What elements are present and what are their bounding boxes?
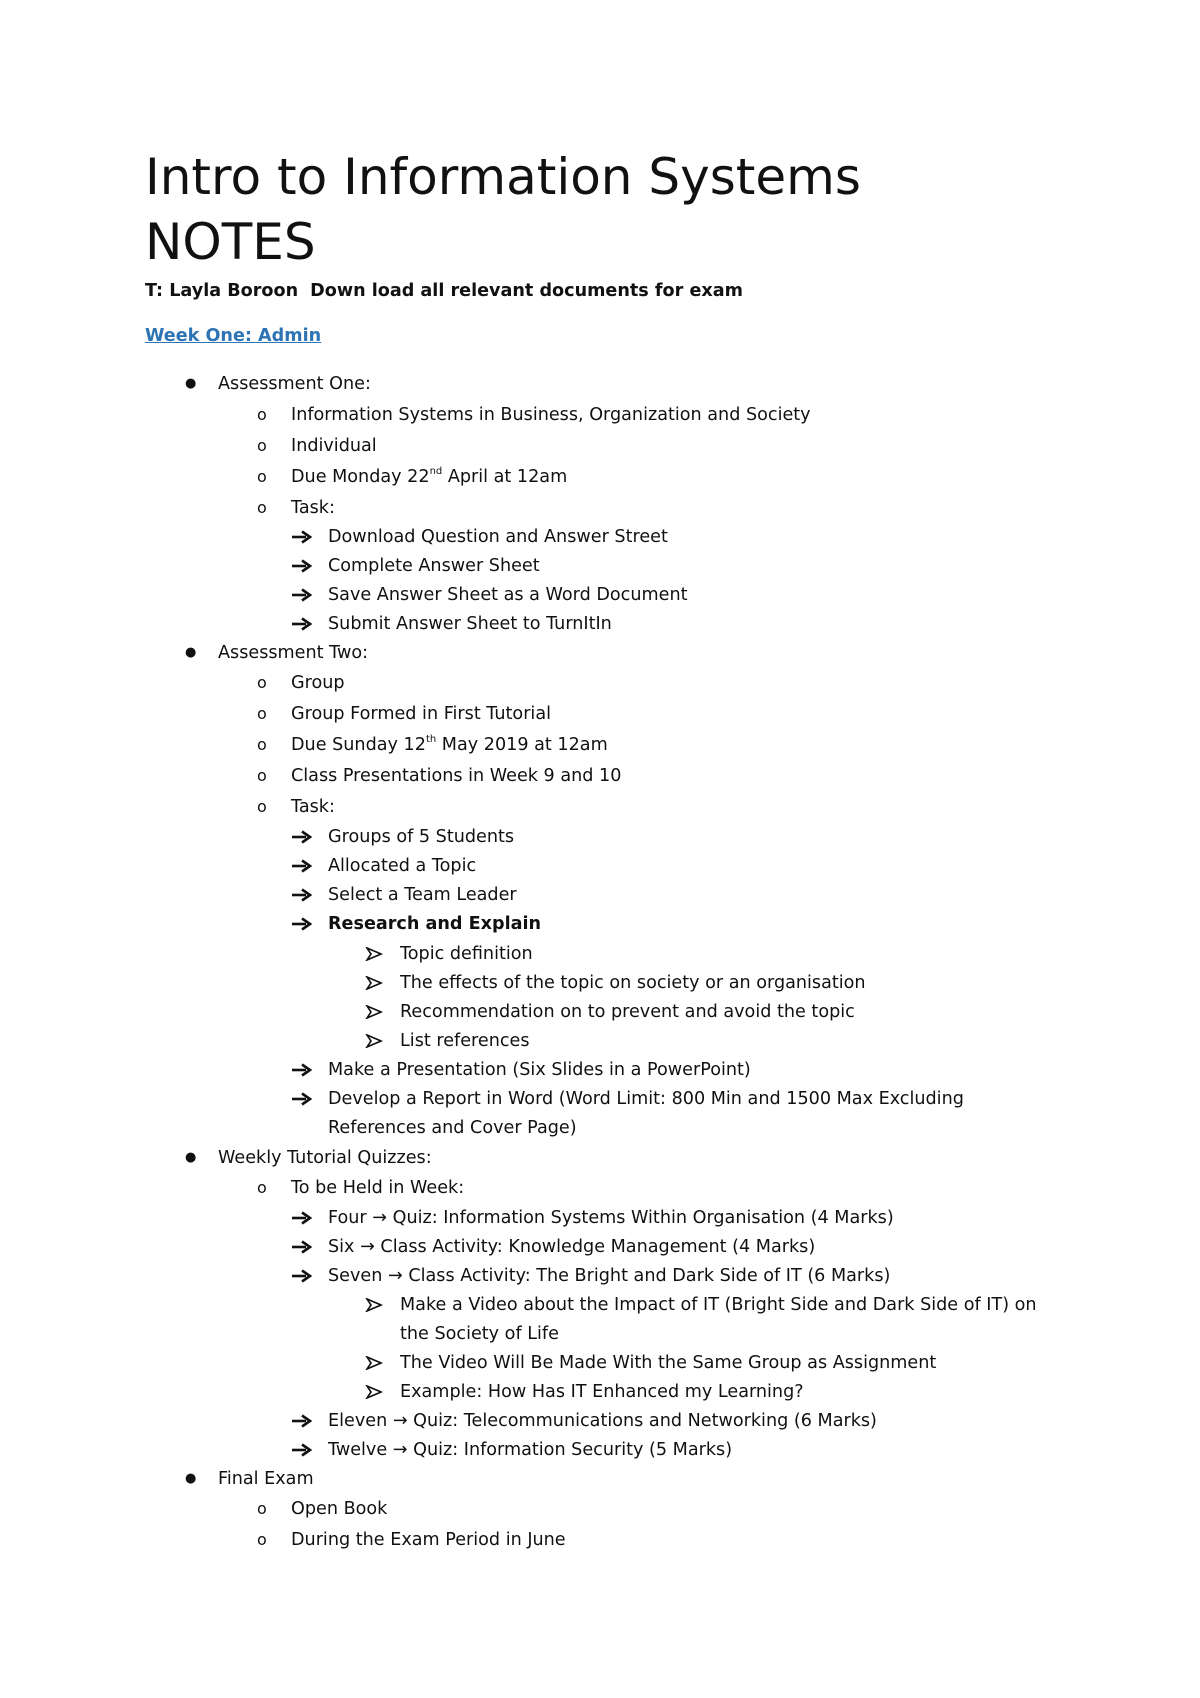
right-arrow-icon: [291, 582, 313, 602]
document-title-line1: Intro to Information Systems: [145, 148, 861, 206]
list-item: o Open Book: [0, 1496, 1200, 1522]
list-item: List references: [0, 1028, 1200, 1054]
inline-arrow-icon: →: [392, 1440, 408, 1460]
arrowhead-icon: [365, 941, 383, 961]
list-item: o Task:: [0, 495, 1200, 521]
list-item: ● Assessment Two:: [0, 640, 1200, 666]
arrowhead-icon: [365, 999, 383, 1019]
list-item: Topic definition: [0, 941, 1200, 967]
circle-bullet-icon: o: [257, 498, 267, 517]
right-arrow-icon: [291, 824, 313, 844]
document-title-line2: NOTES: [145, 213, 316, 271]
subtitle-line: [145, 281, 743, 301]
list-item: Develop a Report in Word (Word Limit: 800 Min and 1500 Max Excluding: [0, 1086, 1200, 1112]
bullet-icon: ●: [185, 645, 197, 660]
list-item: Groups of 5 Students: [0, 824, 1200, 850]
inline-arrow-icon: →: [372, 1208, 387, 1228]
arrowhead-icon: [365, 970, 383, 990]
list-item: ● Final Exam: [0, 1466, 1200, 1492]
right-arrow-icon: [291, 1234, 313, 1254]
list-item: Select a Team Leader: [0, 882, 1200, 908]
list-item: Download Question and Answer Street: [0, 524, 1200, 550]
list-item: Complete Answer Sheet: [0, 553, 1200, 579]
list-item: o To be Held in Week:: [0, 1175, 1200, 1201]
circle-bullet-icon: o: [257, 436, 267, 455]
list-item: o Class Presentations in Week 9 and 10: [0, 763, 1200, 789]
list-item: ● Assessment One:: [0, 371, 1200, 397]
circle-bullet-icon: o: [257, 766, 267, 785]
right-arrow-icon: [291, 1086, 313, 1106]
circle-bullet-icon: o: [257, 1178, 267, 1197]
right-arrow-icon: [291, 911, 313, 931]
list-item-continuation: the Society of Life: [400, 1324, 559, 1344]
list-item: Twelve → Quiz: Information Security (5 Marks): [0, 1437, 1200, 1463]
list-item: Four → Quiz: Information Systems Within Organisation (4 Marks): [0, 1205, 1200, 1231]
list-item: Save Answer Sheet as a Word Document: [0, 582, 1200, 608]
inline-arrow-icon: →: [387, 1266, 403, 1286]
bullet-icon: ●: [185, 1471, 197, 1486]
bullet-icon: ●: [185, 376, 197, 391]
right-arrow-icon: [291, 882, 313, 902]
teacher-name: T: Layla Boroon: [145, 281, 299, 301]
right-arrow-icon: [291, 1437, 313, 1457]
circle-bullet-icon: o: [257, 704, 267, 723]
list-item: Research and Explain: [0, 911, 1200, 937]
right-arrow-icon: [291, 524, 313, 544]
circle-bullet-icon: o: [257, 1499, 267, 1518]
arrowhead-icon: [365, 1028, 383, 1048]
list-item: Eleven → Quiz: Telecommunications and Networking (6 Marks): [0, 1408, 1200, 1434]
inline-arrow-icon: →: [360, 1237, 375, 1257]
inline-arrow-icon: →: [392, 1411, 408, 1431]
circle-bullet-icon: o: [257, 735, 267, 754]
arrowhead-icon: [365, 1379, 383, 1399]
arrowhead-icon: [365, 1292, 383, 1312]
right-arrow-icon: [291, 553, 313, 573]
list-item: o Information Systems in Business, Organization and Society: [0, 402, 1200, 428]
due-date: Due Sunday 12th May 2019 at 12am: [291, 734, 608, 755]
right-arrow-icon: [291, 1263, 313, 1283]
circle-bullet-icon: o: [257, 467, 267, 486]
exam-instruction: Down load all relevant documents for exam: [310, 281, 743, 301]
list-item: o Group: [0, 670, 1200, 696]
arrowhead-icon: [365, 1350, 383, 1370]
list-item: Seven → Class Activity: The Bright and Dark Side of IT (6 Marks): [0, 1263, 1200, 1289]
circle-bullet-icon: o: [257, 673, 267, 692]
list-item-continuation: References and Cover Page): [328, 1118, 577, 1138]
list-item: Submit Answer Sheet to TurnItIn: [0, 611, 1200, 637]
list-item: The effects of the topic on society or an organisation: [0, 970, 1200, 996]
circle-bullet-icon: o: [257, 797, 267, 816]
bullet-icon: ●: [185, 1150, 197, 1165]
list-item: Six → Class Activity: Knowledge Management (4 Marks): [0, 1234, 1200, 1260]
list-item: Allocated a Topic: [0, 853, 1200, 879]
list-item: o During the Exam Period in June: [0, 1527, 1200, 1553]
list-item: [0, 464, 1200, 490]
list-item: Make a Video about the Impact of IT (Bright Side and Dark Side of IT) on: [0, 1292, 1200, 1318]
right-arrow-icon: [291, 611, 313, 631]
circle-bullet-icon: o: [257, 1530, 267, 1549]
list-item: o Group Formed in First Tutorial: [0, 701, 1200, 727]
right-arrow-icon: [291, 1205, 313, 1225]
list-item: The Video Will Be Made With the Same Group as Assignment: [0, 1350, 1200, 1376]
week-heading-link[interactable]: Week One: Admin: [145, 326, 322, 346]
list-item: Example: How Has IT Enhanced my Learning?: [0, 1379, 1200, 1405]
list-item: Make a Presentation (Six Slides in a PowerPoint): [0, 1057, 1200, 1083]
list-item: Recommendation on to prevent and avoid the topic: [0, 999, 1200, 1025]
right-arrow-icon: [291, 853, 313, 873]
list-item: ● Weekly Tutorial Quizzes:: [0, 1145, 1200, 1171]
right-arrow-icon: [291, 1408, 313, 1428]
list-item: o Individual: [0, 433, 1200, 459]
circle-bullet-icon: o: [257, 405, 267, 424]
list-item: [0, 732, 1200, 758]
list-item: o Task:: [0, 794, 1200, 820]
right-arrow-icon: [291, 1057, 313, 1077]
due-date: Due Monday 22nd April at 12am: [291, 466, 568, 487]
